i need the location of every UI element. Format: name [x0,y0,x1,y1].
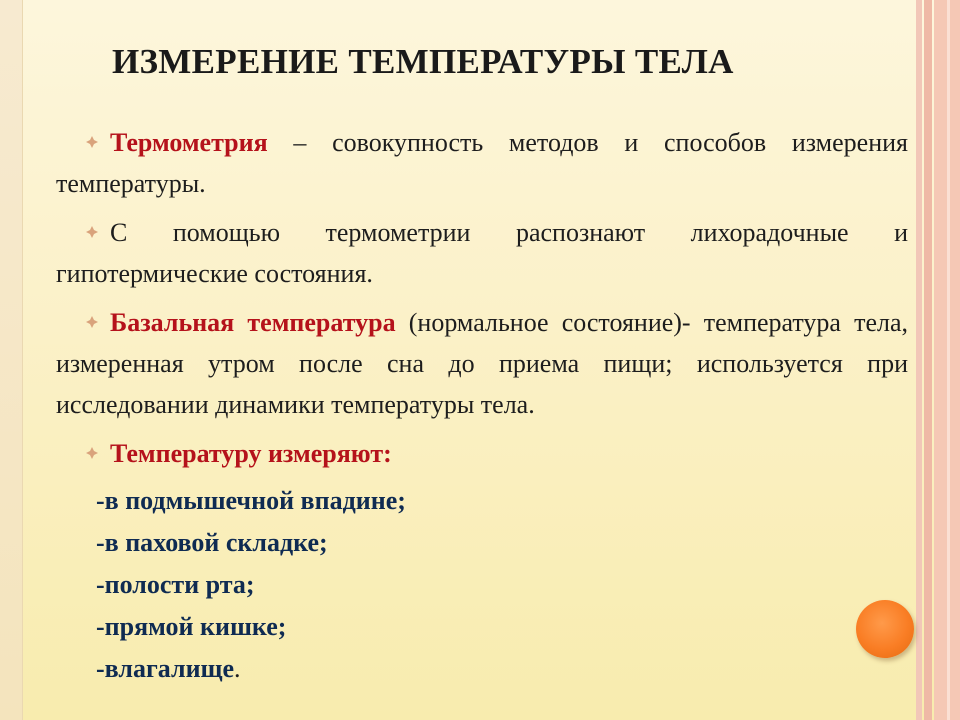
term-measurement-sites: Температуру измеряют: [110,439,392,468]
site-item: -в паховой складке; [96,528,328,557]
diamond-bullet-icon [86,210,110,251]
diamond-bullet-icon [86,300,110,341]
diamond-bullet-icon [86,120,110,161]
slide-content [56,120,908,690]
slide-title: ИЗМЕРЕНИЕ ТЕМПЕРАТУРЫ ТЕЛА [112,42,734,81]
site-item: -полости рта; [96,570,255,599]
site-item: -в подмышечной впадине; [96,486,406,515]
definition-basal-temperature: (нормальное состояние)- температура тела, измеренная утром после сна до приема пищи; используется при исследовании динамики температуры тела. [56,308,909,419]
left-decorative-strip [0,0,23,720]
term-basal-temperature: Базальная температура [110,308,396,337]
bullet-item-basal-temperature [56,300,908,425]
right-decorative-stripes [916,0,960,720]
bullet-item-measurement-sites [56,431,908,474]
term-thermometry: Термометрия [110,128,268,157]
diagnosis-text: С помощью термометрии распознают лихорадочные и гипотермические состояния. [56,218,908,288]
definition-thermometry: – совокупность методов и способов измерения температуры. [56,128,908,198]
bullet-item-diagnosis [56,210,908,294]
bullet-item-thermometry [56,120,908,204]
site-item-last [96,648,908,690]
diamond-bullet-icon [86,431,110,472]
orange-circle-decoration [856,600,914,658]
site-item-period: . [234,654,241,683]
site-item-text: -влагалище [96,654,235,683]
site-item: -прямой кишке; [96,612,287,641]
